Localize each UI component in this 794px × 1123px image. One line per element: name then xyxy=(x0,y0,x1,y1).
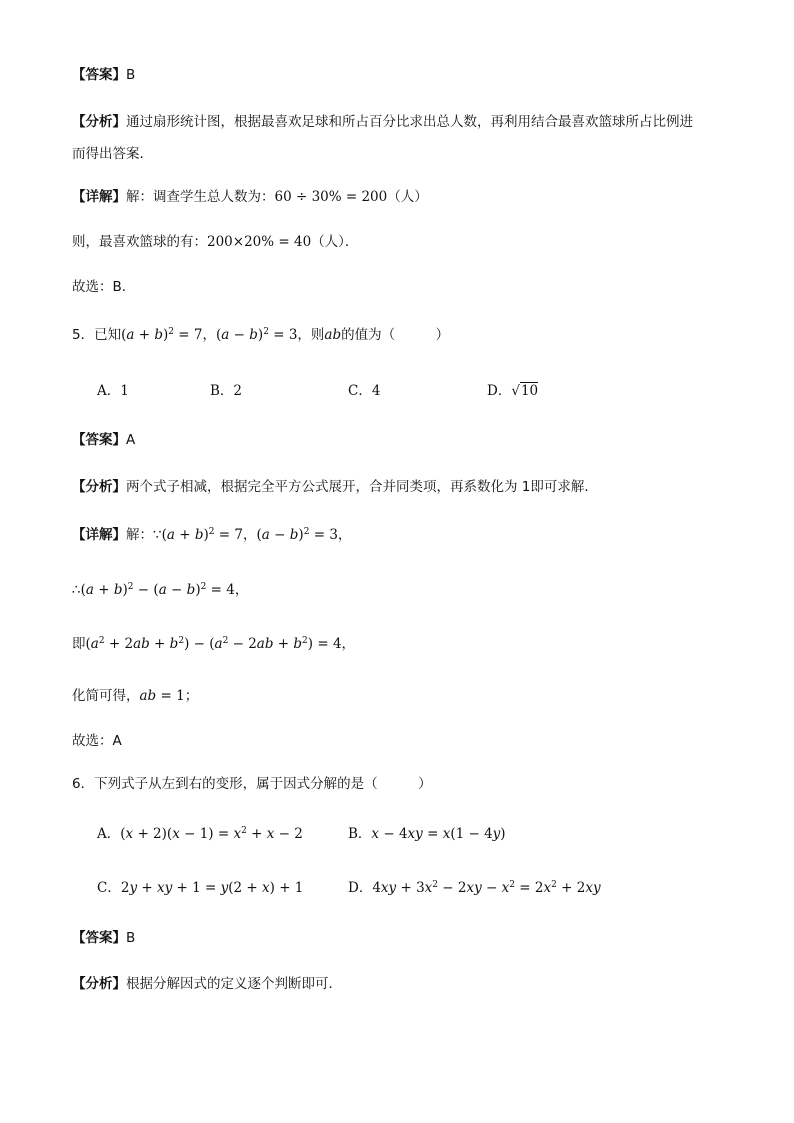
step-simplify: 化简可得， xyxy=(72,688,140,704)
q5-given-2: $(a - b)^2 = 3$ xyxy=(216,327,298,343)
option-label: A． xyxy=(97,826,121,842)
option-label: B． xyxy=(348,826,372,842)
answer-value: A xyxy=(126,432,136,448)
step-math: ab = 1 xyxy=(139,688,185,704)
q5-step-expand xyxy=(72,635,355,653)
step-sep: ， xyxy=(341,636,356,652)
option-math: $4xy + 3x^2 - 2xy - x^2 = 2x^2 + 2xy$ xyxy=(372,880,601,896)
q6-option-a xyxy=(97,825,303,843)
analysis-tag: 【分析】 xyxy=(72,976,126,992)
detail-math: $(a + b)^2 = 7$ xyxy=(161,527,243,543)
q4-analysis-line-1 xyxy=(72,113,693,131)
answer-tag: 【答案】 xyxy=(72,67,126,83)
analysis-text-cont: 而得出答案． xyxy=(72,146,153,162)
detail-math: $(a - b)^2 = 3$ xyxy=(256,527,338,543)
detail-math: 60 ÷ 30% = 200 xyxy=(274,189,388,205)
analysis-tag: 【分析】 xyxy=(72,114,126,130)
detail-math: 200×20% = 40 xyxy=(207,234,312,250)
option-label: C． xyxy=(97,880,121,896)
sqrt-radicand: 10 xyxy=(520,383,539,399)
step-end: ； xyxy=(184,688,199,704)
detail-unit: （人） xyxy=(387,189,428,205)
choose-text: 故选：B． xyxy=(72,279,136,295)
step-math: $(a^2 + 2ab + b^2) - (a^2 - 2ab + b^2) = 4$ xyxy=(85,636,342,652)
q4-answer-line xyxy=(72,66,135,84)
q4-detail-line-1 xyxy=(72,188,428,206)
q5-step-therefore xyxy=(72,581,248,599)
q6-analysis-line xyxy=(72,975,342,993)
q5-stem-then: ，则 xyxy=(297,327,325,343)
answer-value: B xyxy=(126,930,136,946)
q5-option-d-label: D． xyxy=(487,383,512,399)
q5-stem-tail: 的值为（ ） xyxy=(341,327,450,343)
q5-stem xyxy=(72,326,449,344)
option-math: $(x + 2)(x - 1) = x^2 + x - 2$ xyxy=(120,826,303,842)
step-sep: ， xyxy=(234,582,249,598)
detail-unit: （人）． xyxy=(311,234,359,250)
answer-tag: 【答案】 xyxy=(72,432,126,448)
analysis-tag: 【分析】 xyxy=(72,479,126,495)
sqrt-sign: √ xyxy=(511,383,520,399)
q5-option-c: C．4 xyxy=(348,383,381,399)
q6-option-b xyxy=(348,825,506,843)
q5-stem-num: 5．已知 xyxy=(72,327,122,343)
q5-option-a: A．1 xyxy=(97,383,129,399)
therefore-sign: ∴ xyxy=(72,582,81,598)
q5-given-1: $(a + b)^2 = 7$ xyxy=(121,327,203,343)
detail-tag: 【详解】 xyxy=(72,527,126,543)
answer-value: B xyxy=(126,67,136,83)
answer-tag: 【答案】 xyxy=(72,930,126,946)
q5-stem-mid: ， xyxy=(202,327,216,343)
q5-step-simplify xyxy=(72,687,198,705)
q5-answer-line xyxy=(72,431,135,449)
q6-option-d xyxy=(348,879,601,897)
detail-lead: 解：∵ xyxy=(126,527,162,543)
q5-detail-line xyxy=(72,526,351,544)
detail-text: 则，最喜欢篮球的有： xyxy=(72,234,207,250)
choose-text: 故选：A xyxy=(72,733,122,749)
analysis-text: 通过扇形统计图，根据最喜欢足球和所占百分比求出总人数，再利用结合最喜欢篮球所占比例进 xyxy=(126,114,693,130)
analysis-text: 两个式子相减，根据完全平方公式展开，合并同类项，再系数化为 1即可求解． xyxy=(126,479,598,495)
option-label: D． xyxy=(348,880,373,896)
q4-detail-line-2 xyxy=(72,233,358,251)
analysis-text: 根据分解因式的定义逐个判断即可． xyxy=(126,976,342,992)
detail-sep: ， xyxy=(337,527,352,543)
q6-stem-text: 6．下列式子从左到右的变形，属于因式分解的是（ ） xyxy=(72,776,432,792)
q5-analysis-line xyxy=(72,478,598,496)
q5-option-d xyxy=(487,382,538,400)
detail-sep: ， xyxy=(243,527,257,543)
q6-option-c xyxy=(97,879,303,897)
step-ji: 即 xyxy=(72,636,86,652)
q6-stem xyxy=(72,775,432,793)
q5-choose-line xyxy=(72,732,122,750)
q4-analysis-line-2 xyxy=(72,145,153,163)
detail-text: 解：调查学生总人数为： xyxy=(126,189,275,205)
q5-target: ab xyxy=(324,327,342,343)
q6-answer-line xyxy=(72,929,135,947)
detail-tag: 【详解】 xyxy=(72,189,126,205)
option-math: x − 4xy = x(1 − 4y) xyxy=(371,826,506,842)
option-math: 2y + xy + 1 = y(2 + x) + 1 xyxy=(120,880,304,896)
step-math: $(a + b)^2 - (a - b)^2 = 4$ xyxy=(80,582,235,598)
q4-choose-line xyxy=(72,278,135,296)
q5-option-b: B．2 xyxy=(210,383,243,399)
